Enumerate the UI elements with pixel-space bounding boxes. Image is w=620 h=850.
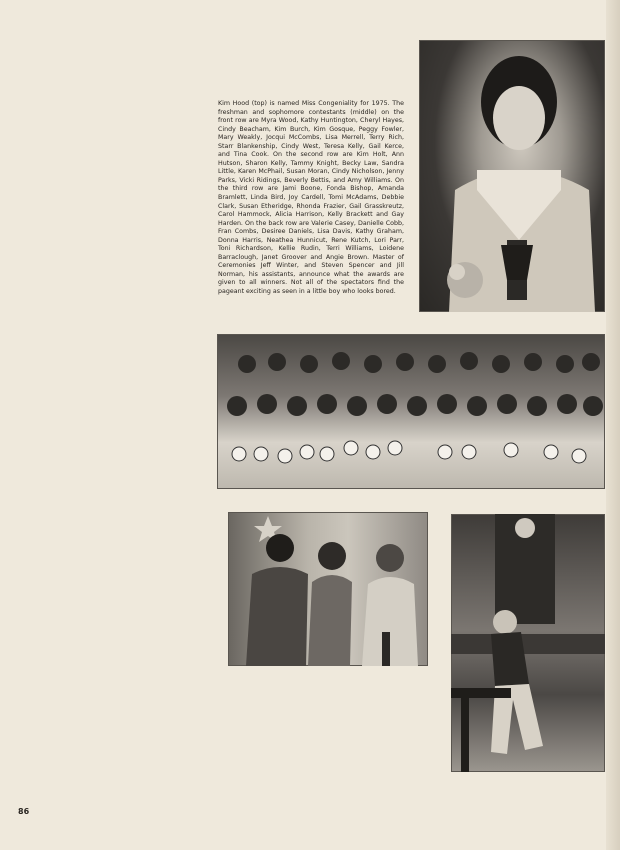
page-edge	[606, 0, 620, 850]
photo-bored-boy	[451, 514, 605, 772]
page-number: 86	[18, 807, 30, 816]
photo-bored-boy-illustration	[451, 514, 605, 772]
photo-contestants-group-illustration	[217, 334, 605, 489]
photo-miss-congeniality	[419, 40, 605, 312]
photo-contestants-group	[217, 334, 605, 489]
photo-caption: Kim Hood (top) is named Miss Congeniality for 1975. The freshman and sophomore contestants (middle) on the front row are Myra Wood, Kathy Huntington, Cheryl Hayes, Cindy Beacham, Kim Burch, Kim Gosque, Peggy Fowler, Mary Weakly, Jocqui McCombs, Lisa Merrell, Terry Rich, Starr Blankenship, Cindy West, Teresa Kelly, Gail Kerce, and Tina Cook. On the second row are Kim Holt, Ann Hutson, Sharon Kelly, Tammy Knight, Becky Law, Sandra Little, Karen McPhail, Susan Moran, Cindy Nicholson, Jenny Parks, Vicki Ridings, Beverly Bettis, and Amy Williams. On the third row are Jami Boone, Fonda Bishop, Amanda Bramlett, Linda Bird, Joy Cardell, Tomi McAdams, Debbie Clark, Susan Etheridge, Rhonda Frazier, Gail Grasskreutz, Carol Hammock, Alicia Harrison, Kelly Brackett and Gay Harden. On the back row are Valerie Casey, Danielle Cobb, Fran Combs, Desiree Daniels, Lisa Davis, Kathy Graham, Donna Harris, Neathea Hunnicut, Rene Kutch, Lori Parr, Toni Richardson, Kellie Rudin, Terri Williams, Loidene Barraclough, Janet Groover and Angie Brown. Master of Ceremonies Jeff Winter, and Steven Spencer and Jill Norman, his assistants, announce what the awards are given to all winners. Not all of the spectators find the pageant exciting as seen in a little boy who looks bored.	[218, 100, 404, 296]
photo-master-of-ceremonies-illustration	[228, 512, 428, 666]
photo-miss-congeniality-illustration	[419, 40, 605, 312]
photo-master-of-ceremonies	[228, 512, 428, 666]
